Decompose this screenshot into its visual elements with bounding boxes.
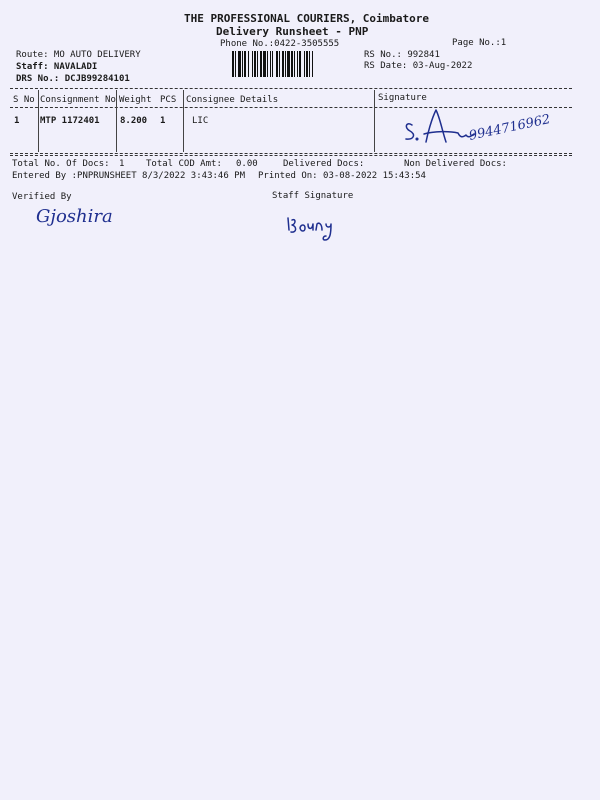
column-header-consignment: Consignment No [40,95,116,105]
barcode-bar [248,51,249,77]
column-header-sno: S No [13,95,35,105]
barcode-bar [304,51,305,77]
totals-rule [10,155,572,156]
receiver-phone: 9944716962 [467,112,552,144]
barcode-bar [309,51,310,77]
rs-number: RS No.: 992841 [364,50,440,60]
verified-by-label: Verified By [12,192,72,202]
printed-on: Printed On: 03-08-2022 15:43:54 [258,171,426,181]
sheet-title: Delivery Runsheet - PNP [216,25,369,38]
column-divider [374,90,375,152]
barcode-bar [232,51,234,77]
barcode-bar [242,51,243,77]
column-divider [183,90,184,152]
column-header-weight: Weight [119,95,152,105]
staff-signature-label: Staff Signature [272,191,354,201]
barcode-bar [272,51,273,77]
verified-signature [36,200,166,230]
staff-label: Staff: NAVALADI [16,62,98,72]
table-top-rule [10,88,572,89]
barcode-bar [254,51,256,77]
barcode-bar [294,51,295,77]
total-docs-value: 1 [119,159,125,169]
entered-by: Entered By :PNPRUNSHEET 8/3/2022 3:43:46 PM [12,171,245,181]
column-divider [38,90,39,152]
barcode [232,51,354,77]
barcode-bar [312,51,313,77]
barcode-graphic [232,51,354,77]
total-docs-label: Total No. Of Docs: [12,159,110,169]
barcode-bar [291,51,293,77]
drs-number: DRS No.: DCJB99284101 [16,74,130,84]
phone-number: Phone No.:0422-3505555 [220,39,340,49]
barcode-bar [282,51,284,77]
barcode-bar [276,51,278,77]
company-name: THE PROFESSIONAL COURIERS, Coimbatore [184,12,430,25]
page-number: Page No.:1 [452,38,507,48]
barcode-bar [238,51,241,77]
column-header-signature: Signature [378,93,427,103]
cod-value: 0.00 [236,159,258,169]
barcode-bar [285,51,286,77]
column-divider [116,90,117,152]
cod-label: Total COD Amt: [146,159,222,169]
barcode-bar [263,51,266,77]
row-consignee: LIC [192,116,209,126]
non-delivered-docs-label: Non Delivered Docs: [404,159,507,169]
delivered-docs-label: Delivered Docs: [283,159,365,169]
staff-signature [286,214,346,254]
barcode-bar [279,51,280,77]
route-label: Route: MO AUTO DELIVERY [16,50,141,60]
barcode-bar [297,51,298,77]
column-header-consignee: Consignee Details [186,95,279,105]
row-pcs: 1 [160,116,166,126]
barcode-bar [306,51,308,77]
receiver-signature [400,104,570,154]
column-header-pcs: PCS [160,95,177,105]
barcode-bar [299,51,301,77]
row-consignment: MTP 1172401 [40,116,100,126]
barcode-bar [244,51,246,77]
barcode-bar [257,51,258,77]
barcode-bar [267,51,268,77]
verified-signature-text: Gjoshira [36,206,113,227]
rs-date: RS Date: 03-Aug-2022 [364,61,473,71]
row-weight: 8.200 [120,116,148,126]
barcode-bar [270,51,271,77]
barcode-bar [235,51,236,77]
row-sno: 1 [14,116,20,126]
barcode-bar [252,51,253,77]
barcode-bar [260,51,262,77]
barcode-bar [287,51,290,77]
